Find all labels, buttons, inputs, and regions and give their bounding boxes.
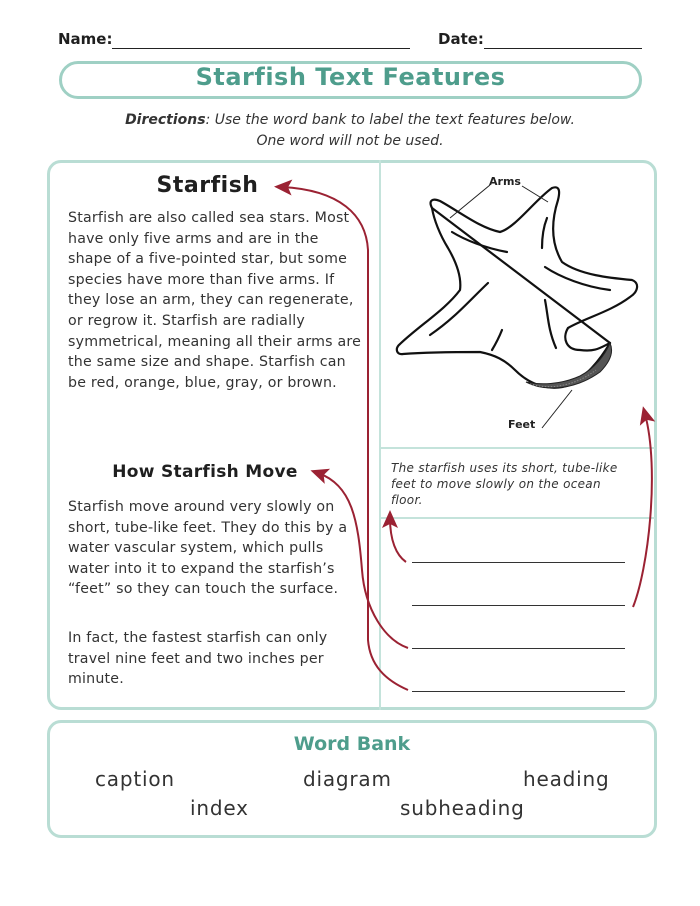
word-bank-item: heading bbox=[523, 767, 610, 791]
directions-label: Directions bbox=[125, 112, 206, 128]
word-bank-item: index bbox=[190, 796, 249, 820]
answer-line-3[interactable] bbox=[412, 648, 625, 649]
word-bank-item: subheading bbox=[400, 796, 525, 820]
name-label: Name: bbox=[58, 30, 113, 48]
article-paragraph-3: In fact, the fastest starfish can only travel nine feet and two inches per minute. bbox=[68, 630, 328, 688]
arrow-to-diagram bbox=[633, 414, 652, 607]
directions-text: : Use the word bank to label the text features below. bbox=[205, 112, 575, 128]
arrow-to-caption bbox=[390, 518, 406, 562]
answer-line-1[interactable] bbox=[412, 562, 625, 563]
article-heading: Starfish bbox=[156, 173, 259, 198]
word-bank-title: Word Bank bbox=[293, 733, 411, 755]
diagram-label-arms: Arms bbox=[489, 175, 521, 188]
date-label: Date: bbox=[438, 30, 484, 48]
article-paragraph-1: Starfish are also called sea stars. Most have only five arms and are in the shape of a five-pointed star, but some species have more than five arms. If they lose an arm, they can regenerate, or regrow it. Starfish are radially symmetrical, meaning all their arms are the same size and shape. Starfish can be red, orange, blue, gray, or brown. bbox=[68, 210, 362, 391]
arrow-to-heading bbox=[282, 187, 408, 690]
answer-line-2[interactable] bbox=[412, 605, 625, 606]
word-bank-item: caption bbox=[95, 767, 175, 791]
article-paragraph-2: Starfish move around very slowly on short, tube-like feet. They do this by a water vascular system, which pulls water into it to expand the starfish’s “feet” so they can touch the surface. bbox=[68, 499, 348, 598]
article-subheading: How Starfish Move bbox=[112, 462, 298, 482]
answer-line-4[interactable] bbox=[412, 691, 625, 692]
diagram-label-feet: Feet bbox=[508, 418, 536, 431]
word-bank-item: diagram bbox=[303, 767, 392, 791]
page-title: Starfish Text Features bbox=[195, 63, 506, 91]
diagram-caption: The starfish uses its short, tube-like feet to move slowly on the ocean floor. bbox=[391, 461, 618, 507]
directions-note: One word will not be used. bbox=[256, 133, 444, 149]
